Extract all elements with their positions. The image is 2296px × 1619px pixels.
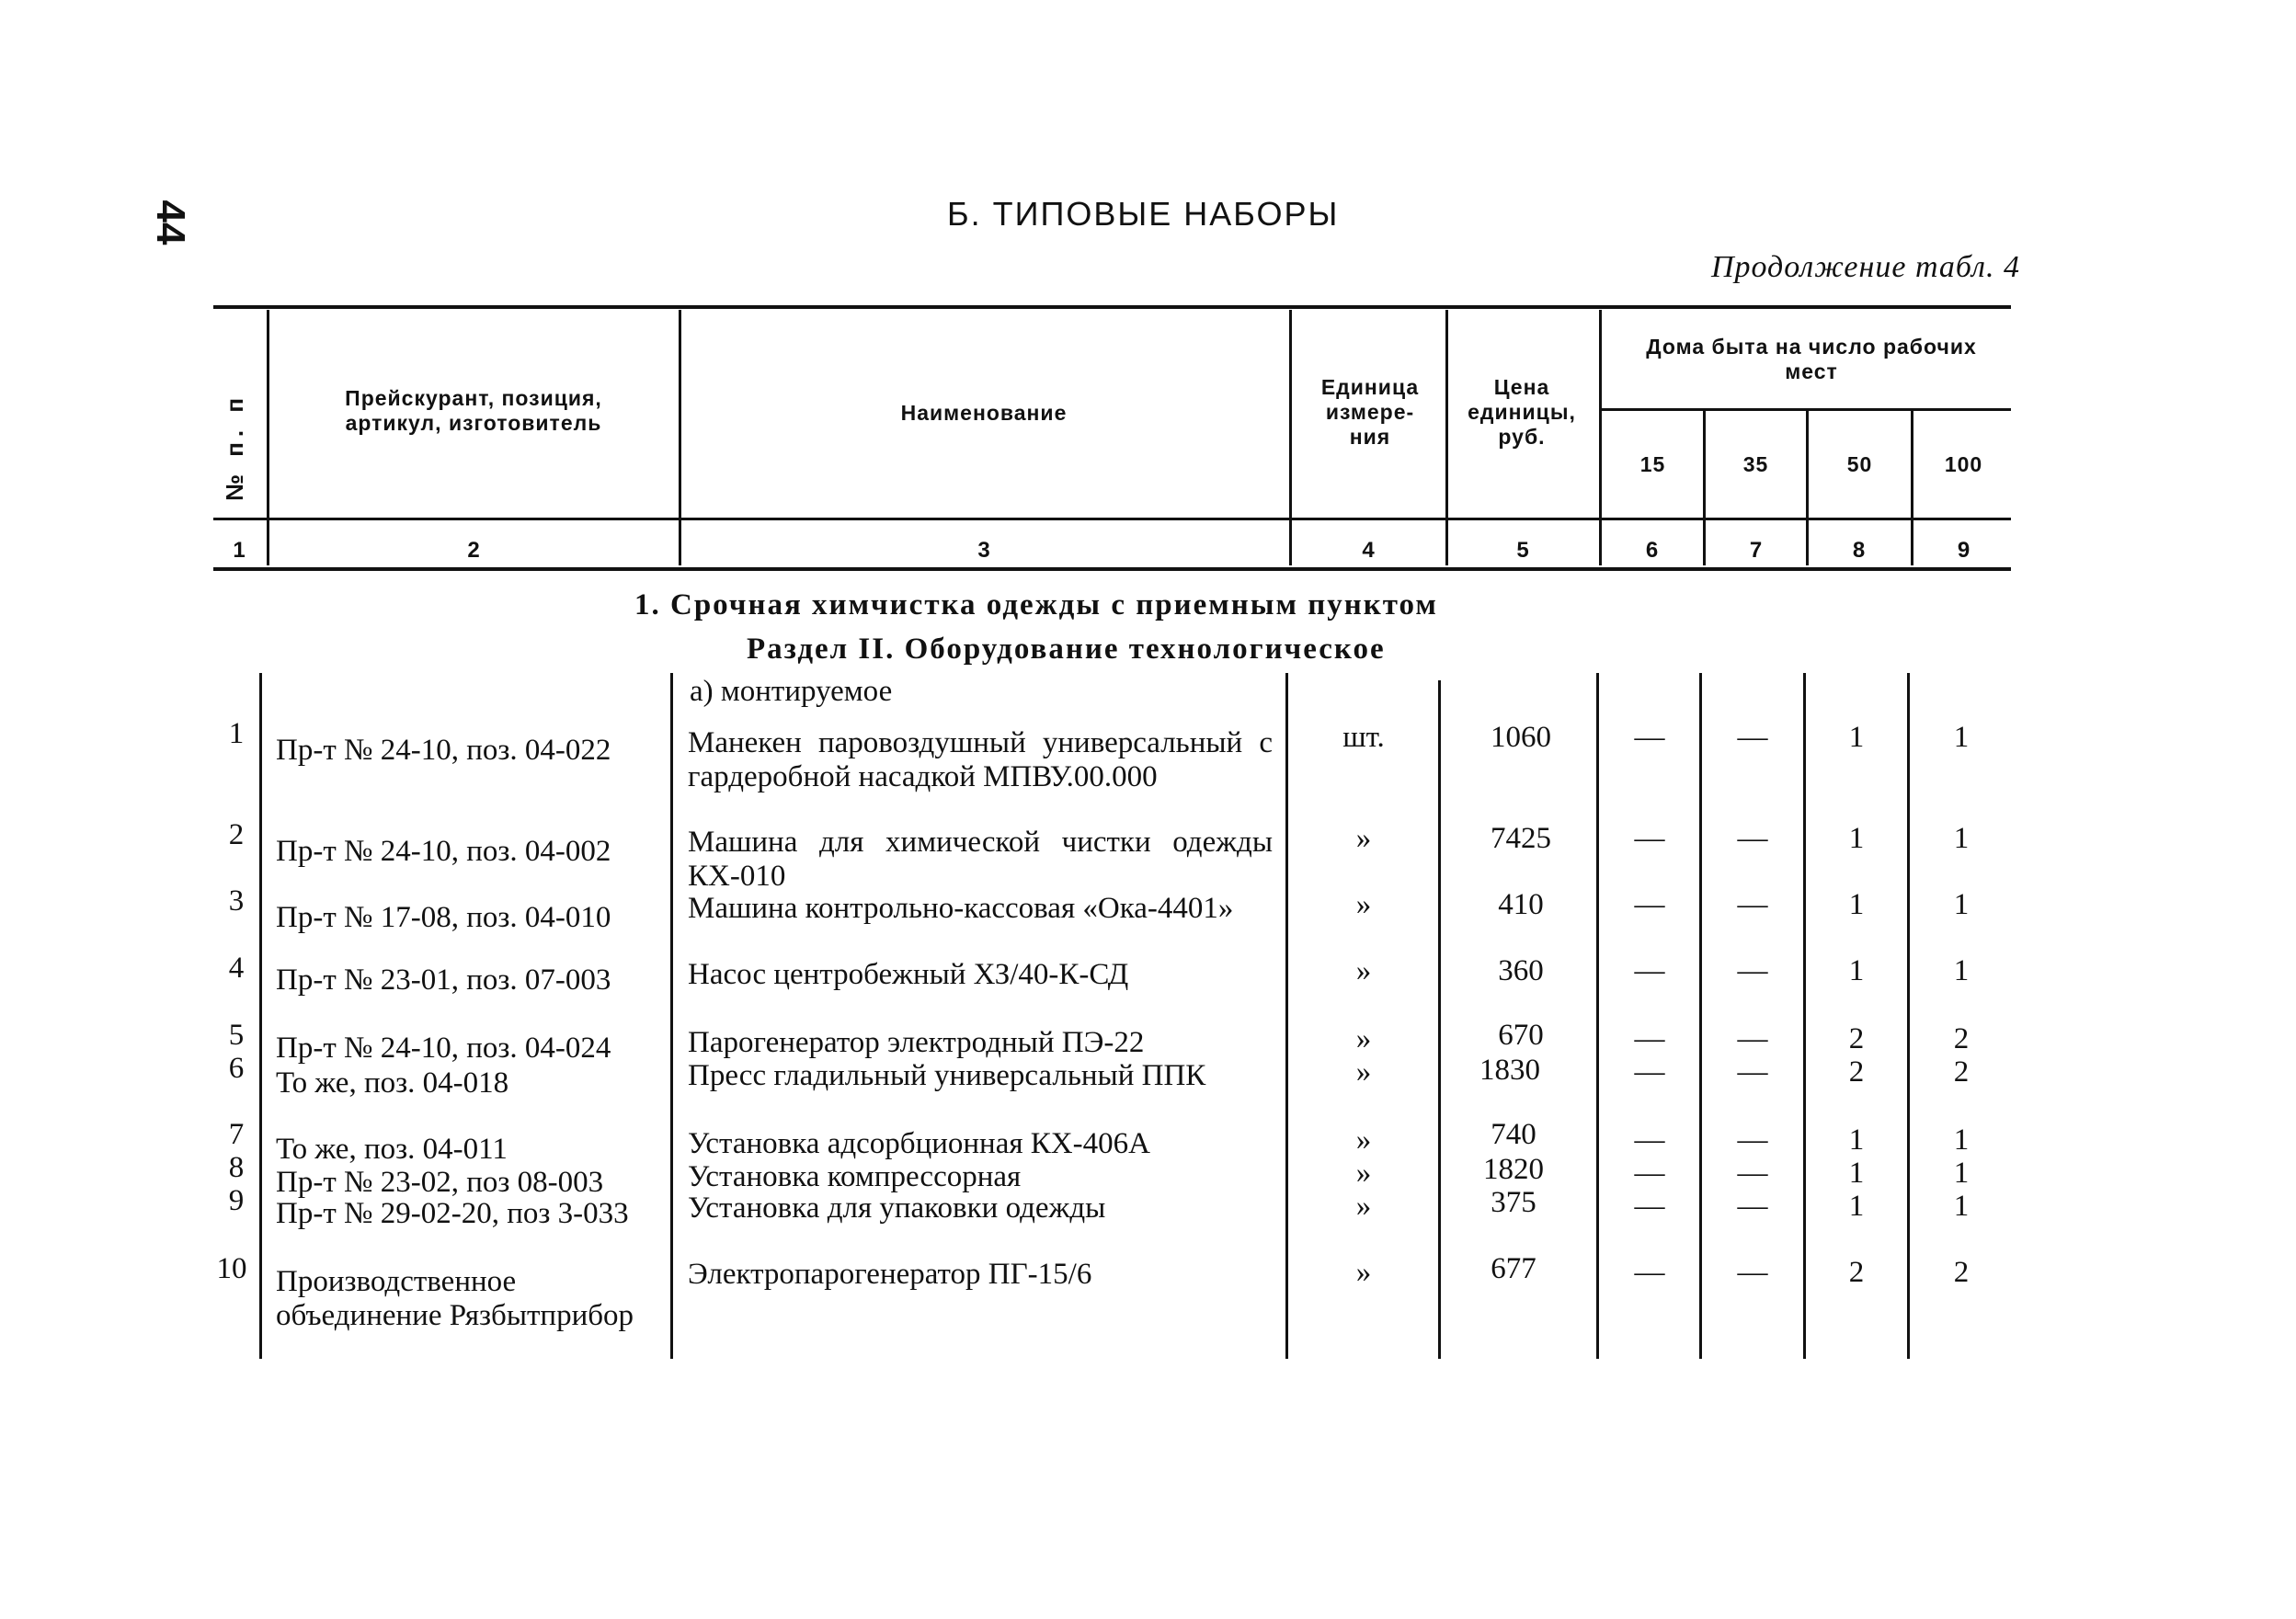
row-number: 9	[228, 1184, 245, 1217]
section-title: Б. ТИПОВЫЕ НАБОРЫ	[947, 195, 1340, 233]
row-unit: »	[1355, 1157, 1372, 1190]
row-price: 1820	[1483, 1153, 1544, 1186]
row-name: Машина контрольно-кассовая «Ока-4401»	[688, 892, 1234, 925]
row-capacity-100: 2	[1953, 1256, 1970, 1289]
row-name: Насос центробежный ХЗ/40-К-СД	[688, 958, 1129, 991]
row-pricelist: Пр-т № 23-01, поз. 07-003	[276, 963, 611, 997]
header-unit: Единица измере- ния	[1320, 375, 1420, 449]
header-divider	[1445, 310, 1448, 565]
row-capacity-50: 1	[1848, 888, 1865, 921]
row-number: 7	[228, 1118, 245, 1151]
body-divider	[1285, 673, 1288, 1359]
header-divider	[1703, 411, 1706, 565]
row-capacity-15: —	[1634, 1256, 1665, 1289]
body-divider	[1699, 673, 1702, 1359]
row-number: 5	[228, 1019, 245, 1052]
row-unit: »	[1355, 888, 1372, 921]
row-price: 360	[1498, 954, 1544, 987]
row-capacity-50: 1	[1848, 1157, 1865, 1190]
column-number: 2	[467, 538, 480, 563]
row-name: Парогенератор электродный ПЭ-22	[688, 1026, 1145, 1059]
row-number: 6	[228, 1052, 245, 1085]
row-pricelist: Пр-т № 23-02, поз 08-003	[276, 1166, 604, 1199]
row-number: 1	[228, 717, 245, 750]
row-capacity-100: 1	[1953, 822, 1970, 855]
row-capacity-35: —	[1737, 822, 1768, 855]
table-continuation-label: Продолжение табл. 4	[1710, 250, 2020, 284]
row-pricelist: То же, поз. 04-011	[276, 1133, 508, 1166]
row-capacity-100: 1	[1953, 1157, 1970, 1190]
row-capacity-100: 1	[1953, 1190, 1970, 1223]
row-capacity-15: —	[1634, 1123, 1665, 1157]
header-capacity-50: 50	[1846, 452, 1873, 476]
row-price: 7425	[1491, 822, 1551, 855]
row-capacity-15: —	[1634, 888, 1665, 921]
column-number: 6	[1645, 538, 1659, 563]
body-divider	[670, 673, 673, 1359]
row-capacity-35: —	[1737, 721, 1768, 754]
row-price: 410	[1498, 888, 1544, 921]
row-capacity-15: —	[1634, 1022, 1665, 1055]
row-capacity-100: 1	[1953, 888, 1970, 921]
row-capacity-15: —	[1634, 1055, 1665, 1089]
row-pricelist: Производственное объединение Рязбытприбор	[276, 1265, 634, 1332]
row-capacity-35: —	[1737, 1256, 1768, 1289]
row-capacity-35: —	[1737, 888, 1768, 921]
row-price: 375	[1491, 1186, 1536, 1219]
row-pricelist: Пр-т № 24-10, поз. 04-024	[276, 1032, 611, 1065]
body-divider	[1907, 673, 1910, 1359]
row-pricelist: Пр-т № 24-10, поз. 04-022	[276, 734, 611, 767]
body-divider	[259, 673, 262, 1359]
row-capacity-35: —	[1737, 1022, 1768, 1055]
column-number: 4	[1362, 538, 1375, 563]
row-capacity-15: —	[1634, 1157, 1665, 1190]
row-capacity-50: 2	[1848, 1055, 1865, 1089]
row-name: Электропарогенератор ПГ-15/6	[688, 1258, 1092, 1291]
row-unit: »	[1355, 954, 1372, 987]
row-capacity-100: 1	[1953, 954, 1970, 987]
row-pricelist: Пр-т № 29-02-20, поз 3-033	[276, 1197, 629, 1230]
row-price: 1830	[1479, 1054, 1540, 1087]
row-unit: »	[1355, 1190, 1372, 1223]
column-number: 1	[233, 538, 246, 563]
header-group: Дома быта на число рабочих мест	[1646, 335, 1977, 383]
table-top-rule	[213, 305, 2011, 309]
row-number: 2	[228, 818, 245, 851]
row-name: Установка адсорбционная КХ-406А	[688, 1127, 1150, 1160]
row-price: 740	[1491, 1118, 1536, 1151]
row-capacity-15: —	[1634, 954, 1665, 987]
header-divider	[1599, 310, 1602, 565]
page-number: 44	[148, 200, 193, 245]
header-divider	[679, 310, 681, 565]
row-number: 4	[228, 952, 245, 985]
row-capacity-35: —	[1737, 1190, 1768, 1223]
group-title: 1. Срочная химчистка одежды с приемным пунктом	[634, 588, 1438, 621]
row-capacity-35: —	[1737, 954, 1768, 987]
row-capacity-15: —	[1634, 721, 1665, 754]
row-number: 3	[228, 884, 245, 918]
header-capacity-15: 15	[1639, 452, 1666, 476]
row-unit: »	[1355, 1022, 1372, 1055]
row-capacity-50: 1	[1848, 1190, 1865, 1223]
header-name: Наименование	[900, 401, 1068, 425]
column-numbers-rule	[213, 567, 2011, 571]
body-divider	[1596, 673, 1599, 1359]
row-capacity-100: 1	[1953, 721, 1970, 754]
column-number: 3	[977, 538, 990, 563]
row-capacity-35: —	[1737, 1123, 1768, 1157]
row-name: Установка для упаковки одежды	[688, 1191, 1106, 1225]
row-name: Установка компрессорная	[688, 1160, 1022, 1193]
row-capacity-35: —	[1737, 1157, 1768, 1190]
header-divider	[267, 310, 269, 565]
row-capacity-50: 1	[1848, 822, 1865, 855]
header-rule	[213, 518, 2011, 520]
subgroup-title: Раздел II. Оборудование технологическое	[747, 633, 1386, 666]
row-name: Машина для химической чистки одежды КХ-010	[688, 826, 1273, 893]
row-pricelist: Пр-т № 17-08, поз. 04-010	[276, 901, 611, 934]
row-price: 677	[1491, 1252, 1536, 1285]
row-price: 670	[1498, 1019, 1544, 1052]
row-capacity-100: 1	[1953, 1123, 1970, 1157]
header-divider	[1806, 411, 1809, 565]
row-pricelist: То же, поз. 04-018	[276, 1066, 509, 1100]
row-capacity-100: 2	[1953, 1055, 1970, 1089]
row-number: 8	[228, 1151, 245, 1184]
header-divider	[1911, 411, 1913, 565]
column-number: 5	[1516, 538, 1529, 563]
row-capacity-15: —	[1634, 822, 1665, 855]
category-label: а) монтируемое	[690, 675, 893, 708]
column-number: 8	[1852, 538, 1866, 563]
column-number: 7	[1749, 538, 1763, 563]
row-capacity-50: 2	[1848, 1022, 1865, 1055]
header-capacity-100: 100	[1944, 452, 1983, 476]
header-pricelist: Прейскурант, позиция, артикул, изготовитель	[345, 386, 602, 435]
column-number: 9	[1957, 538, 1970, 563]
row-name: Пресс гладильный универсальный ППК	[688, 1059, 1206, 1092]
header-row-number: № п. п	[221, 392, 248, 501]
header-capacity-35: 35	[1742, 452, 1769, 476]
header-price: Цена единицы, руб.	[1468, 375, 1576, 449]
row-unit: »	[1355, 822, 1372, 855]
row-unit: шт.	[1342, 721, 1385, 754]
row-name: Манекен паровоздушный универсальный с гардеробной насадкой МПВУ.00.000	[688, 726, 1273, 793]
row-capacity-50: 2	[1848, 1256, 1865, 1289]
row-capacity-100: 2	[1953, 1022, 1970, 1055]
row-unit: »	[1355, 1256, 1372, 1289]
row-price: 1060	[1491, 721, 1551, 754]
row-unit: »	[1355, 1123, 1372, 1157]
row-unit: »	[1355, 1055, 1372, 1089]
header-divider	[1289, 310, 1292, 565]
row-capacity-50: 1	[1848, 954, 1865, 987]
row-capacity-35: —	[1737, 1055, 1768, 1089]
row-pricelist: Пр-т № 24-10, поз. 04-002	[276, 835, 611, 868]
row-capacity-50: 1	[1848, 1123, 1865, 1157]
row-capacity-15: —	[1634, 1190, 1665, 1223]
row-capacity-50: 1	[1848, 721, 1865, 754]
row-number: 10	[216, 1252, 247, 1285]
